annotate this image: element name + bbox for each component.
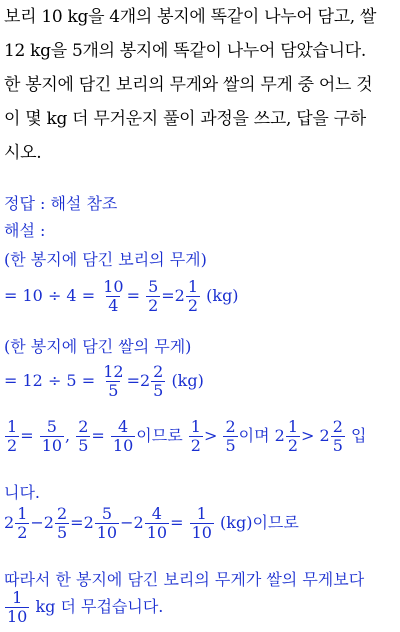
question-line-4: 이 몇 kg 더 무거운지 풀이 과정을 쓰고, 답을 구하	[4, 109, 366, 129]
cmp-fraction-a	[5, 419, 19, 454]
ip: 입	[350, 426, 367, 445]
numerator: 2	[332, 417, 343, 436]
numerator: 10	[103, 277, 124, 296]
numerator: 1	[17, 504, 28, 523]
numerator: 5	[46, 417, 57, 436]
denominator: 10	[146, 523, 168, 542]
numerator: 2	[225, 417, 236, 436]
answer-label: 정답 : 해설 참조	[4, 194, 118, 213]
whole: 2	[274, 426, 285, 445]
whole: 2	[4, 513, 15, 532]
denominator: 4	[108, 296, 119, 315]
numerator: 1	[7, 417, 18, 436]
question-line-3: 한 봉지에 담긴 보리의 무게와 쌀의 무게 중 어느 것	[4, 75, 373, 95]
rice-fraction-2	[151, 364, 165, 399]
cmp-mixed-a	[286, 419, 300, 454]
numerator: 1	[287, 417, 299, 436]
unit-imeuro: (kg)이므로	[220, 513, 299, 532]
rice-heading: (한 봉지에 담긴 쌀의 무게)	[4, 337, 192, 356]
barley-heading: (한 봉지에 담긴 보리의 무게)	[4, 250, 207, 269]
numerator: 2	[56, 504, 68, 523]
denominator: 5	[108, 381, 119, 400]
numerator: 2	[153, 362, 164, 381]
diff-fraction-c	[95, 506, 119, 541]
whole: 2	[174, 286, 185, 305]
denominator: 10	[96, 523, 118, 542]
denominator: 5	[78, 436, 89, 455]
diff-fraction-d	[145, 506, 169, 541]
whole: 2	[139, 371, 151, 390]
denominator: 5	[153, 381, 164, 400]
cmp-fraction-a2	[189, 419, 203, 454]
equals: =	[20, 426, 34, 445]
diff-result	[190, 506, 214, 541]
barley-fraction-2	[146, 279, 160, 314]
imeuro: 이므로	[136, 426, 183, 445]
numerator: 4	[118, 417, 129, 436]
unit: (kg)	[171, 371, 204, 390]
denominator: 10	[112, 436, 134, 455]
rice-expression	[4, 364, 204, 399]
numerator: 1	[12, 588, 23, 607]
numerator: 5	[101, 504, 113, 523]
unit: (kg)	[206, 286, 239, 305]
denominator: 10	[7, 607, 28, 626]
denominator: 10	[41, 436, 63, 455]
whole: 2	[133, 513, 144, 532]
denominator: 5	[225, 436, 236, 455]
solution-label: 해설 :	[4, 221, 46, 240]
diff-fraction-b	[55, 506, 69, 541]
imyeo: 이며	[238, 426, 270, 445]
conclusion-line-1: 따라서 한 봉지에 담긴 보리의 무게가 쌀의 무게보다	[4, 570, 365, 589]
barley-expression	[4, 279, 239, 314]
denominator: 2	[187, 296, 199, 315]
rice-expr-start: = 12 ÷ 5 =	[4, 371, 96, 390]
cmp-fraction-d	[111, 419, 135, 454]
numerator: 1	[196, 504, 207, 523]
whole: 2	[319, 426, 330, 445]
denominator: 5	[332, 436, 343, 455]
greater-than: >	[301, 426, 315, 445]
whole: 2	[83, 513, 94, 532]
greater-than: >	[203, 426, 218, 445]
cmp-mixed-b	[331, 419, 345, 454]
equals: =	[91, 426, 105, 445]
comma: ,	[65, 426, 71, 445]
question-line-2: 12 kg을 5개의 봉지에 똑같이 나누어 담았습니다.	[4, 41, 366, 61]
question-line-1: 보리 10 kg을 4개의 봉지에 똑같이 나누어 담고, 쌀	[4, 7, 377, 27]
minus: −	[120, 513, 134, 532]
diff-fraction-a	[15, 506, 29, 541]
cmp-fraction-b	[40, 419, 64, 454]
conclusion-fraction	[5, 590, 29, 625]
numerator: 1	[187, 277, 199, 296]
barley-expr-start: = 10 ÷ 4 =	[4, 286, 96, 305]
question-line-5: 시오.	[4, 143, 42, 163]
numerator: 12	[103, 362, 124, 381]
whole: 2	[43, 513, 54, 532]
rice-fraction-1	[101, 364, 125, 399]
comparison-line	[4, 419, 366, 454]
denominator: 2	[17, 523, 28, 542]
denominator: 2	[190, 436, 201, 455]
denominator: 2	[287, 436, 299, 455]
denominator: 2	[148, 296, 159, 315]
equals: =	[70, 513, 84, 532]
barley-fraction-3	[186, 279, 200, 314]
denominator: 10	[191, 523, 212, 542]
cmp-fraction-c	[76, 419, 90, 454]
numerator: 5	[148, 277, 159, 296]
equals: =	[161, 286, 175, 305]
equals: =	[126, 371, 140, 390]
cmp-fraction-c2	[223, 419, 237, 454]
minus: −	[30, 513, 44, 532]
barley-fraction-1	[101, 279, 125, 314]
numerator: 1	[190, 417, 201, 436]
nida-line: 니다.	[4, 483, 40, 502]
equals: =	[170, 513, 184, 532]
denominator: 5	[56, 523, 68, 542]
conclusion-line-2	[4, 590, 163, 625]
denominator: 2	[7, 436, 18, 455]
numerator: 2	[78, 417, 89, 436]
difference-line	[4, 506, 299, 541]
equals: =	[126, 286, 140, 305]
conclusion-unit: kg 더 무겁습니다.	[35, 597, 164, 616]
numerator: 4	[151, 504, 162, 523]
